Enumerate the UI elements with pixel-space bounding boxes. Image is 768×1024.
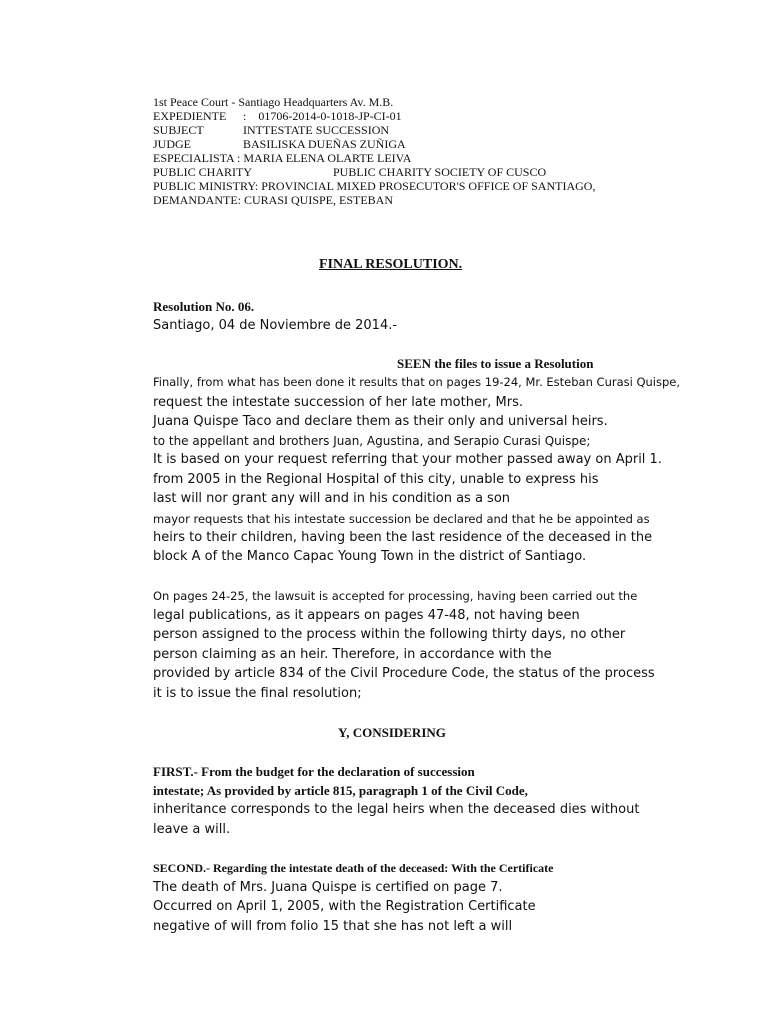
expediente-separator: : [243, 109, 247, 123]
paragraph-line: mayor requests that his intestate succession be declared and that he be appointed as [153, 512, 650, 526]
considering-heading: Y, CONSIDERING [338, 725, 446, 740]
second-heading-line: SECOND.- Regarding the intestate death of the deceased: With the Certificate [153, 861, 554, 875]
court-line: 1st Peace Court - Santiago Headquarters Av. M.B. [153, 95, 394, 109]
paragraph-line: last will nor grant any will and in his condition as a son [153, 491, 511, 506]
document-title: FINAL RESOLUTION. [319, 257, 463, 272]
public-charity-line [153, 165, 546, 179]
first-heading-line: FIRST.- From the budget for the declaration of succession [153, 764, 475, 779]
paragraph-line: block A of the Manco Capac Young Town in the district of Santiago. [153, 549, 587, 564]
paragraph-line: leave a will. [153, 822, 231, 837]
first-heading-line: intestate; As provided by article 815, paragraph 1 of the Civil Code, [153, 783, 528, 798]
judge-line [153, 137, 406, 151]
expediente-line [153, 109, 402, 123]
judge-value: BASILISKA DUEÑAS ZUÑIGA [243, 137, 406, 151]
expediente-value: 01706-2014-0-1018-JP-CI-01 [258, 109, 402, 123]
public-charity-value: PUBLIC CHARITY SOCIETY OF CUSCO [333, 165, 547, 179]
judge-label: JUDGE [153, 137, 191, 151]
paragraph-line: provided by article 834 of the Civil Procedure Code, the status of the process [153, 666, 655, 681]
paragraph-line: negative of will from folio 15 that she has not left a will [153, 919, 513, 934]
paragraph-line: heirs to their children, having been the last residence of the deceased in the [153, 530, 653, 545]
paragraph-line: legal publications, as it appears on pages 47-48, not having been [153, 608, 580, 623]
paragraph-line: Finally, from what has been done it results that on pages 19-24, Mr. Esteban Curasi Quispe, [153, 375, 681, 389]
paragraph-line: The death of Mrs. Juana Quispe is certified on page 7. [153, 880, 503, 895]
paragraph-line: Occurred on April 1, 2005, with the Registration Certificate [153, 899, 536, 914]
paragraph-line: Juana Quispe Taco and declare them as their only and universal heirs. [153, 414, 608, 429]
demandante-line: DEMANDANTE: CURASI QUISPE, ESTEBAN [153, 193, 394, 207]
public-charity-label: PUBLIC CHARITY [153, 165, 253, 179]
paragraph-line: inheritance corresponds to the legal heirs when the deceased dies without [153, 802, 640, 817]
subject-line [153, 123, 389, 137]
public-ministry-line: PUBLIC MINISTRY: PROVINCIAL MIXED PROSECUTOR'S OFFICE OF SANTIAGO, [153, 179, 596, 193]
subject-label: SUBJECT [153, 123, 204, 137]
paragraph-line: to the appellant and brothers Juan, Agustina, and Serapio Curasi Quispe; [153, 434, 591, 448]
especialista-line: ESPECIALISTA : MARIA ELENA OLARTE LEIVA [153, 151, 412, 165]
paragraph-line: request the intestate succession of her late mother, Mrs. [153, 395, 524, 410]
subject-value: INTTESTATE SUCCESSION [243, 123, 390, 137]
paragraph-line: On pages 24-25, the lawsuit is accepted for processing, having been carried out the [153, 589, 638, 603]
expediente-label: EXPEDIENTE [153, 109, 227, 123]
paragraph-line: from 2005 in the Regional Hospital of this city, unable to express his [153, 472, 599, 487]
seen-heading: SEEN the files to issue a Resolution [397, 356, 594, 371]
resolution-number: Resolution No. 06. [153, 299, 255, 314]
paragraph-line: person assigned to the process within the following thirty days, no other [153, 627, 626, 642]
paragraph-line: It is based on your request referring that your mother passed away on April 1. [153, 452, 662, 467]
paragraph-line: it is to issue the final resolution; [153, 686, 362, 701]
date-line: Santiago, 04 de Noviembre de 2014.- [153, 318, 398, 333]
paragraph-line: person claiming as an heir. Therefore, in accordance with the [153, 647, 552, 662]
